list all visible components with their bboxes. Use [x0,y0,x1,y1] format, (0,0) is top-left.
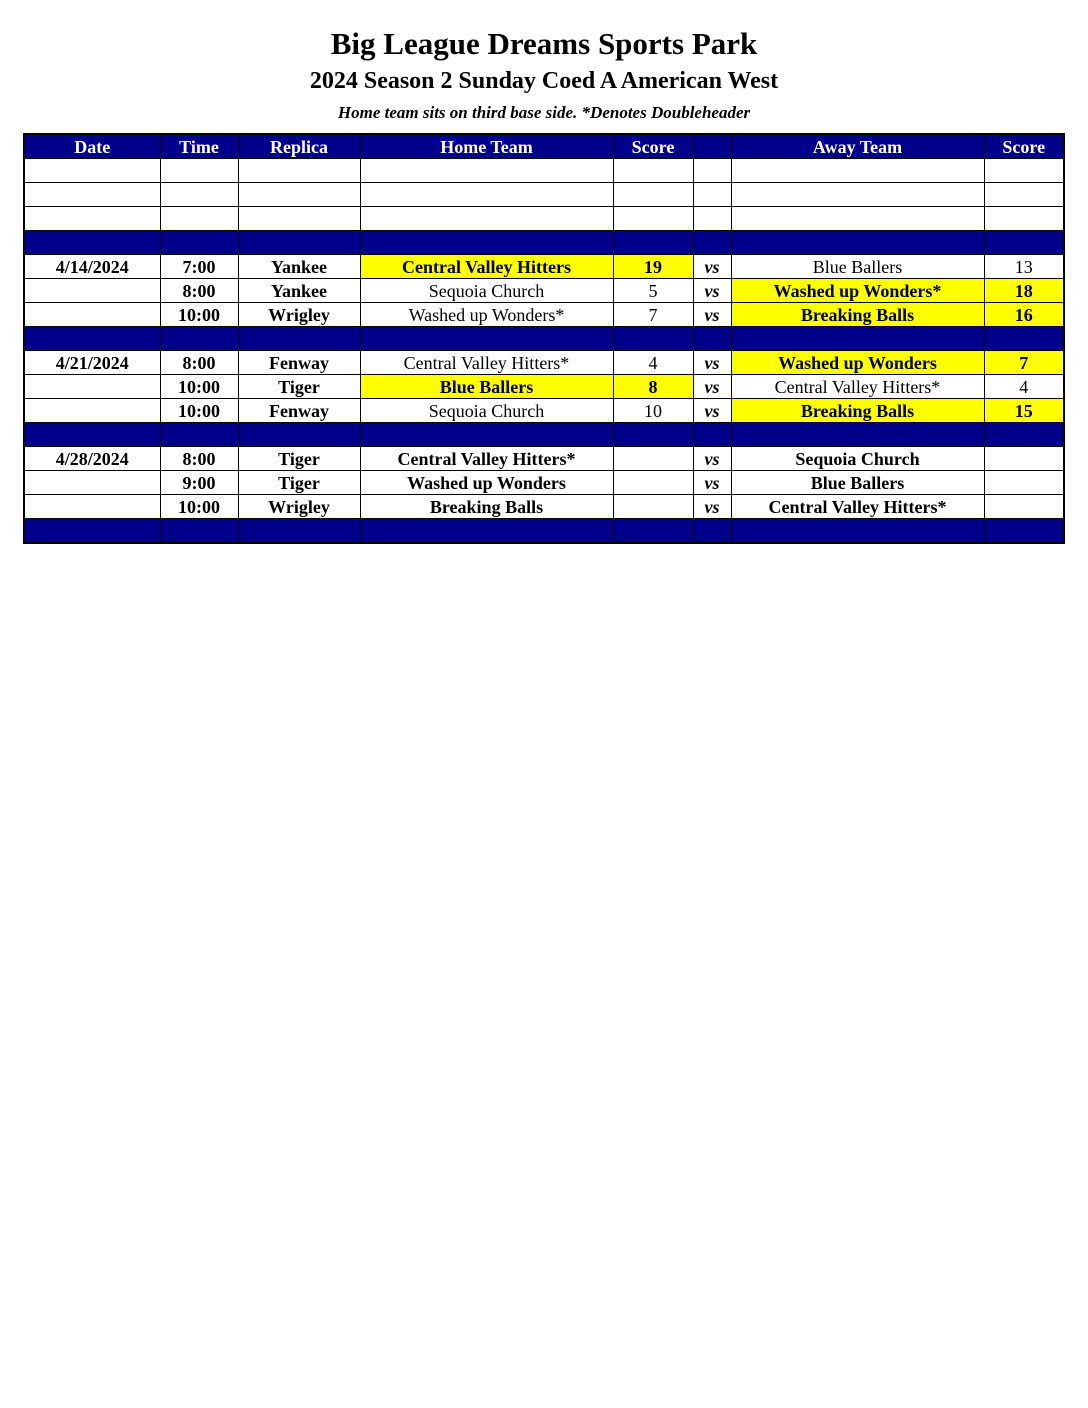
away-score [984,447,1064,471]
separator-cell [984,231,1064,255]
separator-cell [613,231,693,255]
blank-cell [360,183,613,207]
game-time: 8:00 [160,279,238,303]
game-time: 10:00 [160,375,238,399]
separator-cell [360,327,613,351]
col-header-away-team: Away Team [731,134,984,159]
blank-cell [238,207,360,231]
separator-cell [160,423,238,447]
game-time: 8:00 [160,447,238,471]
away-score [984,471,1064,495]
week-separator-row [24,423,1064,447]
separator-cell [693,519,731,544]
separator-cell [160,327,238,351]
game-date: 4/21/2024 [24,351,160,375]
separator-cell [24,423,160,447]
home-score: 8 [613,375,693,399]
game-time: 7:00 [160,255,238,279]
away-score: 15 [984,399,1064,423]
blank-cell [731,207,984,231]
blank-cell [984,183,1064,207]
home-score [613,447,693,471]
blank-cell [693,159,731,183]
col-header-home-score: Score [613,134,693,159]
page-subtitle: 2024 Season 2 Sunday Coed A American West [309,68,779,94]
home-team: Blue Ballers [360,375,613,399]
game-replica-field: Yankee [238,255,360,279]
blank-cell [984,207,1064,231]
home-score [613,471,693,495]
game-date: 4/14/2024 [24,255,160,279]
game-row [24,399,1064,423]
col-header-away-score: Score [984,134,1064,159]
week-separator-row [24,327,1064,351]
separator-cell [731,231,984,255]
separator-cell [24,519,160,544]
away-score: 16 [984,303,1064,327]
away-team: Sequoia Church [731,447,984,471]
separator-cell [160,519,238,544]
separator-cell [731,423,984,447]
home-team: Sequoia Church [360,399,613,423]
vs-label: vs [693,351,731,375]
game-row [24,255,1064,279]
blank-cell [238,159,360,183]
vs-label: vs [693,303,731,327]
home-team: Sequoia Church [360,279,613,303]
game-row [24,375,1064,399]
home-score: 4 [613,351,693,375]
separator-cell [238,231,360,255]
blank-cell [613,207,693,231]
separator-cell [613,423,693,447]
blank-cell [693,207,731,231]
week-separator-row [24,231,1064,255]
game-replica-field: Yankee [238,279,360,303]
vs-label: vs [693,399,731,423]
game-replica-field: Tiger [238,471,360,495]
away-team: Central Valley Hitters* [731,375,984,399]
separator-cell [731,327,984,351]
schedule-body [24,159,1064,544]
vs-label: vs [693,447,731,471]
away-team: Central Valley Hitters* [731,495,984,519]
home-score: 7 [613,303,693,327]
col-header-time: Time [160,134,238,159]
game-time: 8:00 [160,351,238,375]
game-replica-field: Wrigley [238,495,360,519]
home-team: Washed up Wonders* [360,303,613,327]
game-date [24,399,160,423]
game-date [24,471,160,495]
game-date [24,495,160,519]
blank-cell [24,183,160,207]
game-row [24,279,1064,303]
blank-cell [24,207,160,231]
away-team: Blue Ballers [731,255,984,279]
game-date [24,279,160,303]
blank-cell [613,159,693,183]
vs-label: vs [693,279,731,303]
blank-cell [238,183,360,207]
game-replica-field: Tiger [238,375,360,399]
blank-cell [693,183,731,207]
game-row [24,495,1064,519]
game-replica-field: Fenway [238,351,360,375]
separator-cell [360,519,613,544]
blank-cell [24,159,160,183]
separator-cell [731,519,984,544]
separator-cell [238,519,360,544]
separator-cell [238,327,360,351]
away-score: 7 [984,351,1064,375]
game-time: 9:00 [160,471,238,495]
away-team: Washed up Wonders* [731,279,984,303]
home-score: 19 [613,255,693,279]
vs-label: vs [693,495,731,519]
schedule-table [23,133,1065,544]
separator-cell [984,423,1064,447]
blank-row [24,207,1064,231]
header-row [24,134,1064,159]
game-row [24,303,1064,327]
blank-cell [160,207,238,231]
blank-cell [160,183,238,207]
col-header-vs [693,134,731,159]
blank-row [24,159,1064,183]
game-date [24,375,160,399]
game-replica-field: Wrigley [238,303,360,327]
game-time: 10:00 [160,495,238,519]
separator-cell [613,519,693,544]
away-team: Breaking Balls [731,303,984,327]
page-note: Home team sits on third base side. *Denotes Doubleheader [337,103,751,122]
home-team: Central Valley Hitters [360,255,613,279]
home-team: Breaking Balls [360,495,613,519]
game-row [24,471,1064,495]
separator-cell [693,423,731,447]
game-replica-field: Tiger [238,447,360,471]
separator-cell [360,231,613,255]
separator-cell [238,423,360,447]
blank-cell [731,159,984,183]
game-row [24,447,1064,471]
away-team: Breaking Balls [731,399,984,423]
away-score [984,495,1064,519]
page-header [0,0,1088,125]
game-date [24,303,160,327]
game-row [24,351,1064,375]
vs-label: vs [693,471,731,495]
away-score: 13 [984,255,1064,279]
home-score [613,495,693,519]
away-team: Washed up Wonders [731,351,984,375]
blank-cell [613,183,693,207]
blank-cell [360,207,613,231]
home-team: Washed up Wonders [360,471,613,495]
home-team: Central Valley Hitters* [360,351,613,375]
vs-label: vs [693,375,731,399]
separator-cell [613,327,693,351]
blank-cell [160,159,238,183]
separator-cell [24,327,160,351]
home-score: 10 [613,399,693,423]
blank-cell [731,183,984,207]
separator-cell [160,231,238,255]
col-header-home-team: Home Team [360,134,613,159]
home-team: Central Valley Hitters* [360,447,613,471]
blank-cell [984,159,1064,183]
game-date: 4/28/2024 [24,447,160,471]
col-header-date: Date [24,134,160,159]
separator-cell [984,519,1064,544]
home-score: 5 [613,279,693,303]
separator-cell [24,231,160,255]
away-score: 18 [984,279,1064,303]
page-title: Big League Dreams Sports Park [330,26,758,61]
away-team: Blue Ballers [731,471,984,495]
separator-cell [693,231,731,255]
vs-label: vs [693,255,731,279]
game-replica-field: Fenway [238,399,360,423]
away-score: 4 [984,375,1064,399]
separator-cell [360,423,613,447]
game-time: 10:00 [160,303,238,327]
col-header-replica: Replica [238,134,360,159]
blank-row [24,183,1064,207]
game-time: 10:00 [160,399,238,423]
separator-cell [693,327,731,351]
separator-cell [984,327,1064,351]
week-separator-row [24,519,1064,544]
blank-cell [360,159,613,183]
